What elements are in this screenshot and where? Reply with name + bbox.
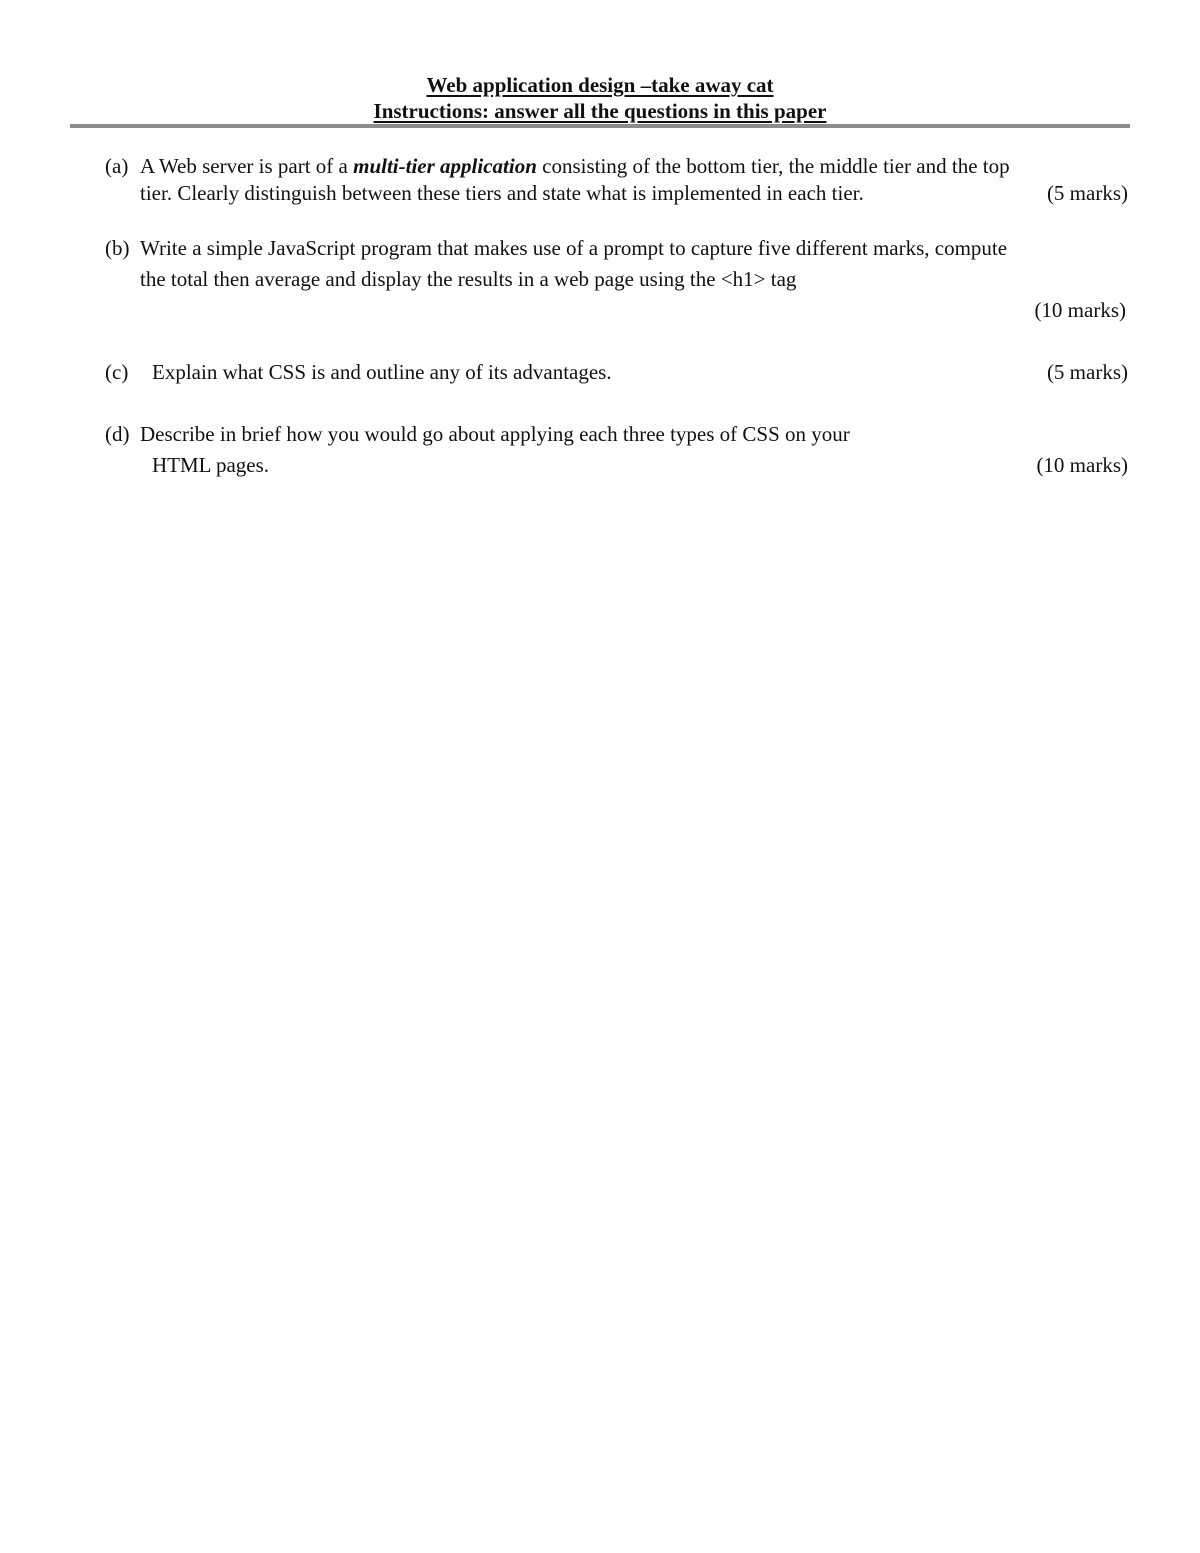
question-text-line: the total then average and display the results in a web page using the <h1> tag xyxy=(140,267,797,291)
question-label: (d) xyxy=(105,422,130,446)
question-marks: (5 marks) xyxy=(1046,181,1128,205)
emphasis-text: multi-tier application xyxy=(353,154,537,178)
question-text-line: tier. Clearly distinguish between these tiers and state what is implemented in each tier. xyxy=(140,181,864,205)
question-text-part: A Web server is part of a xyxy=(140,154,354,178)
question-label: (a) xyxy=(105,154,129,178)
question-marks: (10 marks) xyxy=(1034,298,1126,322)
exam-header xyxy=(70,72,1130,124)
question-text-line: HTML pages. xyxy=(152,453,270,477)
exam-title: Web application design –take away cat xyxy=(426,73,774,97)
question-text-part: consisting of the bottom tier, the middle tier and the top xyxy=(536,154,1010,178)
question-label: (c) xyxy=(105,360,129,384)
exam-instructions: Instructions: answer all the questions in this paper xyxy=(373,99,827,123)
question-text-line xyxy=(140,153,1010,179)
question-label: (b) xyxy=(105,236,130,260)
question-text-line: Describe in brief how you would go about applying each three types of CSS on your xyxy=(140,422,850,446)
question-marks: (5 marks) xyxy=(1046,360,1128,384)
question-text-line: Explain what CSS is and outline any of its advantages. xyxy=(152,360,612,384)
question-text-line: Write a simple JavaScript program that makes use of a prompt to capture five different marks, compute xyxy=(140,236,1008,260)
header-divider xyxy=(70,124,1130,128)
question-marks: (10 marks) xyxy=(1036,453,1128,477)
